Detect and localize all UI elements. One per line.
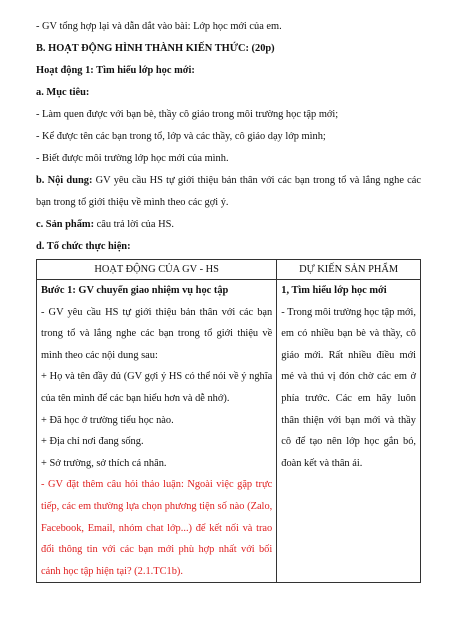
discussion-question: - GV đặt thêm câu hỏi thảo luận: Ngoài việc gặp trực tiếp, các em thường lựa chọn phương tiện số nào (Zalo, Facebook, Email, nhóm chat lớp...) để kết nối và trao đổi thông tin với các bạn mới phù hợp nhất với bối cảnh học tập hiện tại? (2.1.TC1b). <box>41 479 273 577</box>
activity-paragraph: + Địa chỉ nơi đang sống. <box>41 436 144 448</box>
table-row <box>37 280 421 583</box>
organization-heading: d. Tổ chức thực hiện: <box>36 241 131 252</box>
activity-paragraph: - GV yêu cầu HS tự giới thiệu bản thân với các bạn trong tổ và lắng nghe các bạn trong tổ giới thiệu về mình theo các nội dung sau: <box>41 306 273 361</box>
activity-table <box>36 259 421 583</box>
objective-item: - Biết được môi trường lớp học mới của mình. <box>36 153 229 164</box>
header-expected-products: DỰ KIẾN SẢN PHẨM <box>277 260 421 280</box>
product-text: câu trả lời của HS. <box>94 219 174 230</box>
header-activities: HOẠT ĐỘNG CỦA GV - HS <box>37 260 277 280</box>
product-label: c. Sản phẩm: <box>36 219 95 230</box>
products-cell <box>277 280 421 583</box>
objective-item: - Kể được tên các bạn trong tổ, lớp và các thầy, cô giáo dạy lớp mình; <box>36 131 326 142</box>
activity-heading: Hoạt động 1: Tìm hiểu lớp học mới: <box>36 65 195 76</box>
activity-paragraph: + Họ và tên đầy đủ (GV gợi ý HS có thể nói về ý nghĩa của tên mình để các bạn hiểu hơn và dễ nhớ). <box>41 371 273 404</box>
content-paragraph <box>36 170 421 214</box>
content-text: GV yêu cầu HS tự giới thiệu bản thân với các bạn trong tổ và lắng nghe các bạn trong tổ giới thiệu về mình theo các gợi ý. <box>36 175 422 208</box>
content-label: b. Nội dung: <box>36 175 93 186</box>
activities-cell <box>37 280 277 583</box>
intro-line: - GV tổng hợp lại và dẫn dắt vào bài: Lớp học mới của em. <box>36 21 282 32</box>
section-b-heading: B. HOẠT ĐỘNG HÌNH THÀNH KIẾN THỨC: (20p) <box>36 43 275 54</box>
product-paragraph <box>36 214 421 236</box>
product-title: 1, Tìm hiểu lớp học mới <box>281 285 387 296</box>
objective-item: - Làm quen được với bạn bè, thầy cô giáo trong môi trường học tập mới; <box>36 109 339 120</box>
table-header-row <box>37 260 421 280</box>
activity-paragraph: + Đã học ở trường tiểu học nào. <box>41 414 174 426</box>
document-page <box>36 16 421 583</box>
activity-paragraph: + Sở trường, sở thích cá nhân. <box>41 457 167 469</box>
objectives-heading: a. Mục tiêu: <box>36 87 90 98</box>
step-title: Bước 1: GV chuyển giao nhiệm vụ học tập <box>41 285 229 296</box>
product-description: - Trong môi trường học tập mới, em có nhiều bạn bè và thầy, cô giáo mới. Rất nhiều điều mới mẻ và thú vị đón chờ các em ở phía trước. Các em hãy luôn thân thiện với bạn mới và thầy cô để tạo nên lớp học gắn bó, đoàn kết và thân ái. <box>281 306 416 469</box>
